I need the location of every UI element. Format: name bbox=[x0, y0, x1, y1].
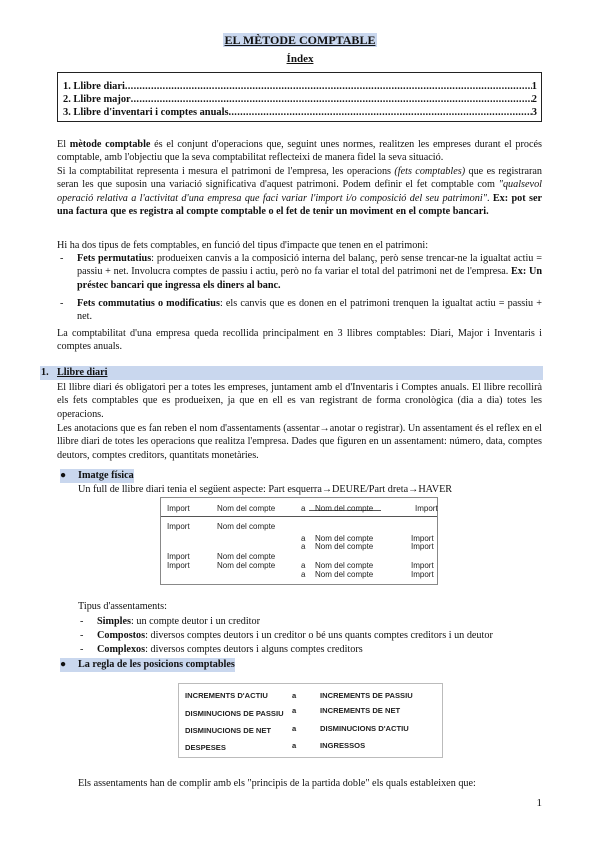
section-paragraph-2: Les anotacions que es fan reben el nom d'assentaments (assentar→anotar o registrar). Un assentament és el reflex en el llibre diari de totes les operacions que realitza l'empresa. Dades que figuren en un assentament: número, data, comptes deutors, comptes creditors, quantitats monetàries. bbox=[57, 423, 542, 461]
list-item: - Simples: un compte deutor i un creditor bbox=[80, 616, 260, 627]
table-of-contents bbox=[57, 72, 542, 122]
list-item: - Fets commutatius o modificatius: els canvis que es donen en el patrimoni trenquen la igualtat actiu = passiu + net. bbox=[60, 298, 542, 323]
intro-paragraph-1: El mètode comptable és el conjunt d'operacions que, seguint unes normes, realitzen les empreses durant el procés comptable, amb l'objectiu que la seva comptabilitat reflecteixi de manera fidel la seva situació. bbox=[57, 139, 542, 164]
tipus-heading: Tipus d'assentaments: bbox=[78, 601, 167, 612]
bullet-text: Un full de llibre diari tenia el següent aspecte: Part esquerra→DEURE/Part dreta→HAVER bbox=[78, 484, 453, 495]
list-item: - Complexos: diversos comptes deutors i alguns comptes creditors bbox=[80, 644, 363, 655]
intro-paragraph-3: Hi ha dos tipus de fets comptables, en funció del tipus d'impacte que tenen en el patrimoni: bbox=[57, 240, 429, 251]
section-paragraph-1: El llibre diari és obligatori per a totes les empreses, juntament amb el d'Inventaris i Comptes anuals. El llibre recollirà els fets comptables que es produeixen, ja que en ell es van registrant de forma cronològica (dia a dia) totes les operacions. bbox=[57, 382, 542, 420]
toc-entry[interactable]: 1. Llibre diari ..... 1 bbox=[63, 80, 537, 93]
index-heading: Índex bbox=[286, 53, 314, 65]
closing-paragraph: Els assentaments han de complir amb els "principis de la partida doble" els quals estableixen que: bbox=[78, 778, 476, 789]
list-item: - Fets permutatius: produeixen canvis a la composició interna del balanç, però sense trencar-ne la igualtat actiu = passiu + net. Involucra comptes de passiu i actiu, però no fa variar el total del patrimoni net de l'empresa. Ex: Un préstec bancari que ingressa els diners al banc. bbox=[60, 253, 542, 291]
intro-paragraph-4: La comptabilitat d'una empresa queda recollida principalment en 3 llibres comptables: Diari, Major i Inventaris i comptes anuals. bbox=[57, 328, 542, 353]
bullet-heading: ● La regla de les posicions comptables bbox=[60, 659, 235, 670]
list-item: - Compostos: diversos comptes deutors i un creditor o bé uns quants comptes creditors i un deutor bbox=[80, 630, 493, 641]
section-heading[interactable]: 1. Llibre diari bbox=[40, 366, 543, 380]
toc-entry[interactable]: 2. Llibre major ..... 2 bbox=[63, 93, 537, 106]
intro-paragraph-2: Si la comptabilitat representa i mesura el patrimoni de l'empresa, les operacions (fets comptables) que es registraran seran les que suposin una variació significativa d'aquest patrimoni. Podem definir el fet comptable com "qualsevol operació relativa a l'activitat d'una empresa que faci variar l'import i/o composició del seu patrimoni". Ex: pot ser una factura que es registra al compte comptable o el fet de tenir un moviment en el compte bancari. bbox=[57, 166, 542, 218]
ledger-illustration: Import Nom del compte a Nom del compte Import Import Nom del compte a Nom del compte Import a Nom del compte Import Import Nom del compte Import Nom del compte a Nom del compte Import a Nom del compte Import bbox=[160, 497, 438, 585]
bullet-heading: ● Imatge física bbox=[60, 470, 134, 481]
toc-entry[interactable]: 3. Llibre d'inventari i comptes anuals ..... 3 bbox=[63, 106, 537, 119]
page-number: 1 bbox=[536, 797, 542, 809]
document-title: EL MÈTODE COMPTABLE bbox=[224, 33, 376, 47]
accounting-positions-table: INCREMENTS D'ACTIU a INCREMENTS DE PASSIU DISMINUCIONS DE PASSIU a INCREMENTS DE NET DISMINUCIONS DE NET a DISMINUCIONS D'ACTIU DESPESES a INGRESSOS bbox=[178, 683, 443, 758]
